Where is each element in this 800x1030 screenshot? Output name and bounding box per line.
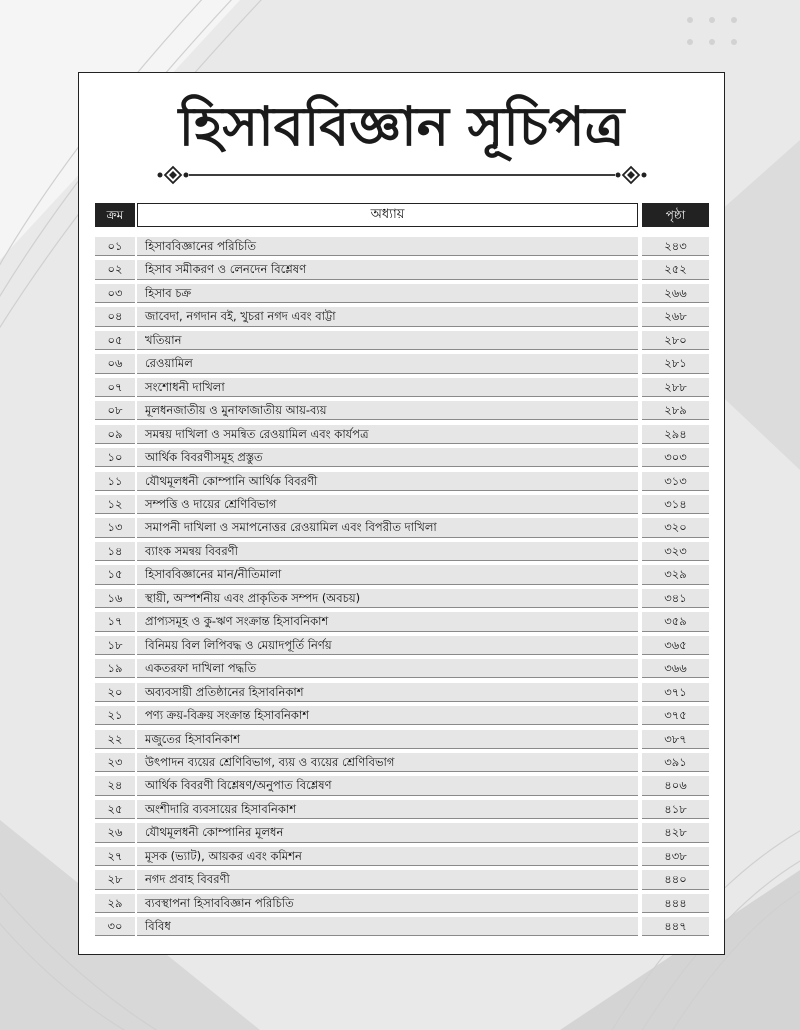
- serial-cell: ১৭: [95, 612, 135, 631]
- serial-cell: ২০: [95, 683, 135, 702]
- page-cell: ৩৪১: [642, 589, 709, 608]
- chapter-cell: আর্থিক বিবরণীসমূহ প্রস্তুত: [137, 448, 638, 467]
- serial-cell: ১০: [95, 448, 135, 467]
- table-row: [95, 800, 709, 819]
- page-title: হিসাববিজ্ঞান সূচিপত্র: [178, 95, 625, 158]
- page-cell: ২৮৯: [642, 401, 709, 420]
- page-cell: ২৬৬: [642, 284, 709, 303]
- table-row: [95, 425, 709, 444]
- column-header-chapter: অধ্যায়: [137, 203, 638, 227]
- table-row: [95, 542, 709, 561]
- chapter-cell: সম্পত্তি ও দায়ের শ্রেণিবিভাগ: [137, 495, 638, 514]
- table-of-contents-card: [78, 72, 725, 955]
- serial-cell: ১৯: [95, 659, 135, 678]
- page-cell: ৪৪০: [642, 870, 709, 889]
- table-row: [95, 307, 709, 326]
- table-row: [95, 776, 709, 795]
- serial-cell: ০১: [95, 237, 135, 256]
- table-row: [95, 495, 709, 514]
- table-row: [95, 378, 709, 397]
- chapter-cell: অব্যবসায়ী প্রতিষ্ঠানের হিসাবনিকাশ: [137, 683, 638, 702]
- table-row: [95, 612, 709, 631]
- table-row: [95, 636, 709, 655]
- serial-cell: ১৪: [95, 542, 135, 561]
- table-row: [95, 472, 709, 491]
- serial-cell: ০৩: [95, 284, 135, 303]
- serial-cell: ২৬: [95, 823, 135, 842]
- title-divider-ornament: [157, 163, 647, 187]
- chapter-cell: ব্যবস্থাপনা হিসাববিজ্ঞান পরিচিতি: [137, 894, 638, 913]
- page-cell: ৪৪৭: [642, 917, 709, 936]
- table-row: [95, 659, 709, 678]
- serial-cell: ২৫: [95, 800, 135, 819]
- page-cell: ৩৭৫: [642, 706, 709, 725]
- chapter-cell: বিনিময় বিল লিপিবদ্ধ ও মেয়াদপূর্তি নির্ণয়: [137, 636, 638, 655]
- page-cell: ৪১৮: [642, 800, 709, 819]
- page-cell: ৩৬৫: [642, 636, 709, 655]
- column-header-serial: ক্রম: [95, 203, 135, 227]
- serial-cell: ০৪: [95, 307, 135, 326]
- chapter-cell: সংশোধনী দাখিলা: [137, 378, 638, 397]
- table-row: [95, 917, 709, 936]
- page-cell: ২৮৮: [642, 378, 709, 397]
- page-cell: ৩২০: [642, 518, 709, 537]
- table-row: [95, 894, 709, 913]
- chapter-cell: বিবিধ: [137, 917, 638, 936]
- table-row: [95, 565, 709, 584]
- chapter-cell: হিসাব চক্র: [137, 284, 638, 303]
- serial-cell: ২৮: [95, 870, 135, 889]
- chapter-cell: মূলধনজাতীয় ও মুনাফাজাতীয় আয়-ব্যয়: [137, 401, 638, 420]
- page-cell: ২৬৮: [642, 307, 709, 326]
- chapter-cell: পণ্য ক্রয়-বিক্রয় সংক্রান্ত হিসাবনিকাশ: [137, 706, 638, 725]
- page-cell: ৩২৩: [642, 542, 709, 561]
- table-row: [95, 284, 709, 303]
- page-cell: ২৪৩: [642, 237, 709, 256]
- chapter-cell: যৌথমূলধনী কোম্পানির মূলধন: [137, 823, 638, 842]
- page-cell: ৩১৩: [642, 472, 709, 491]
- table-row: [95, 354, 709, 373]
- chapter-cell: উৎপাদন ব্যয়ের শ্রেণিবিভাগ, ব্যয় ও ব্যয়ের শ্রেণিবিভাগ: [137, 753, 638, 772]
- page-cell: ৪২৮: [642, 823, 709, 842]
- chapter-cell: সমন্বয় দাখিলা ও সমন্বিত রেওয়ামিল এবং কার্যপত্র: [137, 425, 638, 444]
- page-cell: ৩১৪: [642, 495, 709, 514]
- chapter-cell: অংশীদারি ব্যবসায়ের হিসাবনিকাশ: [137, 800, 638, 819]
- table-row: [95, 260, 709, 279]
- page-cell: ৪৩৮: [642, 847, 709, 866]
- serial-cell: ০৭: [95, 378, 135, 397]
- serial-cell: ২৩: [95, 753, 135, 772]
- chapter-cell: নগদ প্রবাহ বিবরণী: [137, 870, 638, 889]
- page-cell: ৩৯১: [642, 753, 709, 772]
- table-row: [95, 823, 709, 842]
- serial-cell: ১৫: [95, 565, 135, 584]
- table-row: [95, 237, 709, 256]
- column-header-page: পৃষ্ঠা: [642, 203, 709, 227]
- serial-cell: ০৮: [95, 401, 135, 420]
- table-row: [95, 401, 709, 420]
- page-cell: ৩৭১: [642, 683, 709, 702]
- serial-cell: ০৯: [95, 425, 135, 444]
- chapter-cell: হিসাববিজ্ঞানের পরিচিতি: [137, 237, 638, 256]
- page-cell: ৩৫৯: [642, 612, 709, 631]
- table-row: [95, 847, 709, 866]
- table-row: [95, 331, 709, 350]
- table-row: [95, 706, 709, 725]
- page-cell: ৩০৩: [642, 448, 709, 467]
- page-cell: ২৯৪: [642, 425, 709, 444]
- table-row: [95, 448, 709, 467]
- chapter-cell: হিসাব সমীকরণ ও লেনদেন বিশ্লেষণ: [137, 260, 638, 279]
- chapter-cell: স্থায়ী, অস্পর্শনীয় এবং প্রাকৃতিক সম্পদ (অবচয়): [137, 589, 638, 608]
- page-cell: ৩৬৬: [642, 659, 709, 678]
- table-row: [95, 753, 709, 772]
- chapter-cell: জাবেদা, নগদান বই, খুচরা নগদ এবং বাট্টা: [137, 307, 638, 326]
- chapter-cell: আর্থিক বিবরণী বিশ্লেষণ/অনুপাত বিশ্লেষণ: [137, 776, 638, 795]
- page-cell: ৪৪৪: [642, 894, 709, 913]
- chapter-cell: ব্যাংক সমন্বয় বিবরণী: [137, 542, 638, 561]
- serial-cell: ১৮: [95, 636, 135, 655]
- page-cell: ৩৮৭: [642, 730, 709, 749]
- serial-cell: ১২: [95, 495, 135, 514]
- chapter-cell: সমাপনী দাখিলা ও সমাপনোত্তর রেওয়ামিল এবং বিপরীত দাখিলা: [137, 518, 638, 537]
- serial-cell: ২১: [95, 706, 135, 725]
- chapter-cell: মজুতের হিসাবনিকাশ: [137, 730, 638, 749]
- chapter-cell: হিসাববিজ্ঞানের মান/নীতিমালা: [137, 565, 638, 584]
- serial-cell: ২৪: [95, 776, 135, 795]
- serial-cell: ০৬: [95, 354, 135, 373]
- table-row: [95, 589, 709, 608]
- page-cell: ৩২৯: [642, 565, 709, 584]
- chapter-cell: রেওয়ামিল: [137, 354, 638, 373]
- serial-cell: ১৩: [95, 518, 135, 537]
- chapter-cell: যৌথমূলধনী কোম্পানি আর্থিক বিবরণী: [137, 472, 638, 491]
- chapter-cell: খতিয়ান: [137, 331, 638, 350]
- contents-list: [95, 237, 709, 941]
- serial-cell: ৩০: [95, 917, 135, 936]
- chapter-cell: মূসক (ভ্যাট), আয়কর এবং কমিশন: [137, 847, 638, 866]
- serial-cell: ২৯: [95, 894, 135, 913]
- table-row: [95, 870, 709, 889]
- serial-cell: ১১: [95, 472, 135, 491]
- serial-cell: ২২: [95, 730, 135, 749]
- chapter-cell: প্রাপ্যসমূহ ও কু-ঋণ সংক্রান্ত হিসাবনিকাশ: [137, 612, 638, 631]
- serial-cell: ১৬: [95, 589, 135, 608]
- page-cell: ২৫২: [642, 260, 709, 279]
- page-cell: ৪০৬: [642, 776, 709, 795]
- serial-cell: ০২: [95, 260, 135, 279]
- page-cell: ২৮১: [642, 354, 709, 373]
- serial-cell: ০৫: [95, 331, 135, 350]
- serial-cell: ২৭: [95, 847, 135, 866]
- table-row: [95, 683, 709, 702]
- chapter-cell: একতরফা দাখিলা পদ্ধতি: [137, 659, 638, 678]
- table-row: [95, 518, 709, 537]
- page-cell: ২৮০: [642, 331, 709, 350]
- table-row: [95, 730, 709, 749]
